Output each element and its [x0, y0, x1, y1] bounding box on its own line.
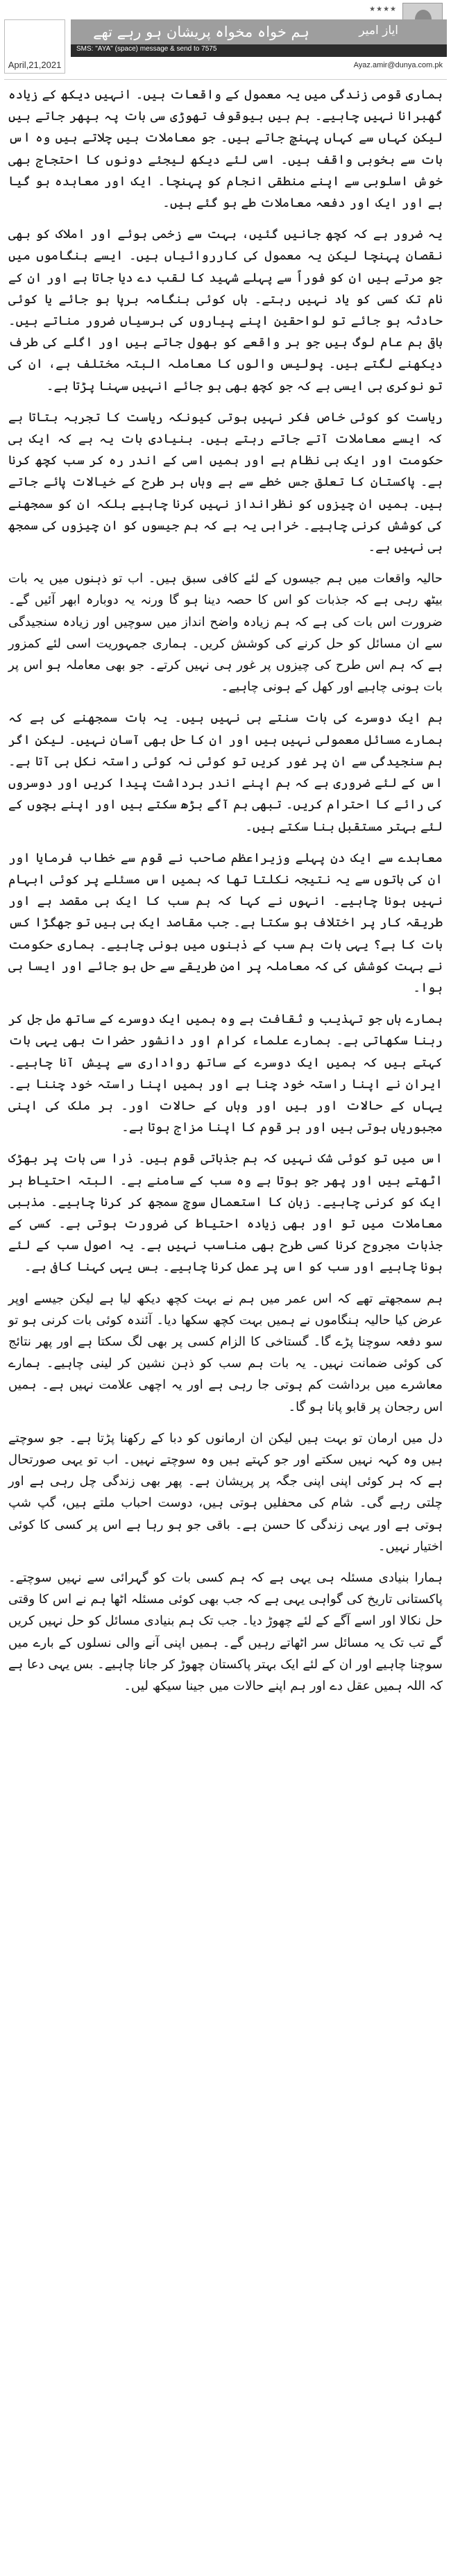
paragraph: ریاست کو کوئی خاص فکر نہیں ہوتی کیونکہ ریاست کا تجربہ بتاتا ہے کہ ایسے معاملات آتے جاتے رہتے ہیں۔ بنیادی بات یہ ہے کہ ایک ہی حکومت اور ایک ہی نظام ہے اور ہمیں اسی کے اندر رہ کر سب کچھ کرنا ہے۔ پاکستان کا تعلق جس خطے سے ہے وہاں ہر طرح کے خیالات پائے جاتے ہیں۔ ہمیں ان چیزوں کو نظرانداز نہیں کرنا چاہیے بلکہ ان کو سمجھنے کی کوشش کرنی چاہیے۔ خرابی یہ ہے کہ ہم جیسوں کو ان چیزوں کی سمجھ ہی نہیں ہے۔	[8, 409, 443, 555]
paragraph: معاہدے سے ایک دن پہلے وزیراعظم صاحب نے قوم سے خطاب فرمایا اور ان کی باتوں سے یہ نتیجہ نکلتا تھا کہ ہمیں اس مسئلے پر کوئی ابہام نہیں ہونا چاہیے۔ انہوں نے کہا کہ ہم سب کا ایک ہی مقصد ہے اور طریقہ کار پر اختلاف ہو سکتا ہے۔ جب مقاصد ایک ہی ہیں تو جھگڑا کس بات کا ہے؟ یہی بات ہم سب کے ذہنوں میں ہونی چاہیے۔ ہماری حکومت نے بہت کوشش کی کہ معاملہ پر امن طریقے سے حل ہو جائے اور ایسا ہی ہوا۔	[8, 850, 443, 995]
date-box	[4, 19, 65, 74]
paragraph: ہم سمجھتے تھے کہ اس عمر میں ہم نے بہت کچھ دیکھ لیا ہے لیکن جیسے اوپر عرض کیا حالیہ ہنگاموں نے ہمیں بہت کچھ سکھا دیا۔ آئندہ کوئی بات کرنی ہو تو سو دفعہ سوچنا پڑے گا۔ گستاخی کا الزام کسی پر بھی لگ سکتا ہے اور پھر نتائج کی کوئی ضمانت نہیں۔ یہ بات ہم سب کو ذہن نشین کر لینی چاہیے۔ ہمارے معاشرے میں برداشت کم ہوتی جا رہی ہے اور یہ اچھی علامت نہیں ہے۔ ہمیں اس رجحان پر قابو پانا ہو گا۔	[8, 1291, 443, 1414]
author-email[interactable]: Ayaz.amir@dunya.com.pk	[353, 61, 443, 69]
publish-date: April,21,2021	[8, 60, 62, 70]
paragraph: یہ ضرور ہے کہ کچھ جانیں گئیں، بہت سے زخمی ہوئے اور املاک کو بھی نقصان پہنچا لیکن یہ معمول کی کارروائیاں ہیں۔ ایسے ہنگاموں میں جو مرتے ہیں ان کو فوراً سے پہلے شہید کا لقب دے دیا جاتا ہے اور ان کے نام تک کسی کو یاد نہیں رہتے۔ ہاں کوئی ہنگامہ برپا ہو جائے یا کوئی حادثہ ہو جائے تو لواحقین اپنے پیاروں کی برسیاں ضرور مناتے ہیں۔ باقی ہم عام لوگ ہیں جو ہر واقعے کو بھول جاتے ہیں اور اگلے کی طرف دیکھنے لگتے ہیں۔ پولیس والوں کا معاملہ البتہ مختلف ہے، ان کی تو نوکری ہی ایسی ہے کہ جو کچھ بھی ہو جائے انہیں سہنا پڑتا ہے۔	[8, 227, 443, 393]
article-title: ہم خواہ مخواہ پریشان ہو رہے تھے	[93, 24, 309, 40]
paragraph: ہم ایک دوسرے کی بات سنتے ہی نہیں ہیں۔ یہ بات سمجھنے کی ہے کہ ہمارے مسائل معمولی نہیں ہیں اور ان کا حل بھی آسان نہیں۔ لیکن اگر ہم سنجیدگی سے ان پر غور کریں تو کوئی نہ کوئی راستہ نکل ہی آتا ہے۔ اس کے لئے ضروری ہے کہ ہم اپنے اندر برداشت پیدا کریں اور دوسروں کی رائے کا احترام کریں۔ تبھی ہم آگے بڑھ سکتے ہیں اور اپنے بچوں کے لئے بہتر مستقبل بنا سکتے ہیں۔	[8, 711, 443, 834]
paragraph: ہمارے ہاں جو تہذیب و ثقافت ہے وہ ہمیں ایک دوسرے کے ساتھ مل جل کر رہنا سکھاتی ہے۔ ہمارے علماء کرام اور دانشور حضرات بھی یہی بات کہتے ہیں کہ ہمیں ایک دوسرے کے ساتھ رواداری سے پیش آنا چاہیے۔ ایران نے اپنا راستہ خود چنا ہے اور ہمیں اپنا راستہ خود چننا ہے۔ یہاں کے حالات اور ہیں اور وہاں کے حالات اور۔ ہر ملک کی اپنی مجبوریاں ہوتی ہیں اور ہر قوم کا اپنا مزاج ہوتا ہے۔	[8, 1012, 443, 1135]
paragraph: اس میں تو کوئی شک نہیں کہ ہم جذباتی قوم ہیں۔ ذرا سی بات پر بھڑک اٹھتے ہیں اور پھر جو ہوتا ہے وہ سب کے سامنے ہے۔ البتہ احتیاط ہر ایک کو کرنی چاہیے۔ زبان کا استعمال سوچ سمجھ کر کرنا چاہیے۔ مذہبی معاملات میں تو اور بھی زیادہ احتیاط کی ضرورت ہوتی ہے۔ کسی کے جذبات مجروح کرنا کسی طرح بھی مناسب نہیں ہے۔ یہ اصول سب کے لئے ہونا چاہیے اور سب کو اس پر عمل کرنا چاہیے۔ بس یہی کہنا کافی ہے۔	[8, 1151, 443, 1275]
column-header	[4, 3, 447, 80]
paragraph: حالیہ واقعات میں ہم جیسوں کے لئے کافی سبق ہیں۔ اب تو ذہنوں میں یہ بات بیٹھ رہی ہے کہ جذبات کو اس کا حصہ دینا ہو گا ورنہ یہ دوبارہ ابھر آئیں گے۔ ضرورت اس بات کی ہے کہ ہم زیادہ واضح انداز میں سوچیں اور زیادہ سنجیدگی سے ان مسائل کو حل کرنے کی کوشش کریں۔ ہماری جمہوریت اسی لئے کمزور ہے کہ ہم اس طرح کی چیزوں پر غور ہی نہیں کرتے۔ جو بھی معاملہ ہو اس پر بات ہونی چاہیے اور کھل کے ہونی چاہیے۔	[8, 571, 443, 695]
paragraph: ہماری قومی زندگی میں یہ معمول کے واقعات ہیں۔ انہیں دیکھ کے زیادہ گھبرانا نہیں چاہیے۔ ہم ہیں بیوقوف تھوڑی سی بات پہ بپھر جاتے ہیں لیکن کہاں سے کہاں پہنچ جاتے ہیں۔ جو معاملات ہیں چلاتے ہیں وہ اس بات سے بخوبی واقف ہیں۔ اسی لئے دیکھ لیجئے دونوں کا احتجاج بھی خوش اسلوبی سے اپنے منطقی انجام کو پہنچا۔ ایک اور معاہدہ ہو گیا ہے اور ایک اور دفعہ معاملات طے ہو گئے ہیں۔	[8, 87, 443, 211]
article-body	[4, 80, 447, 1697]
paragraph: ہمارا بنیادی مسئلہ ہی یہی ہے کہ ہم کسی بات کو گہرائی سے نہیں سوچتے۔ پاکستانی تاریخ کی گواہی یہی ہے کہ جب بھی کوئی مسئلہ اٹھا ہم نے اس کا وقتی حل نکالا اور اسے آگے کے لئے چھوڑ دیا۔ جب تک ہم بنیادی مسائل کو حل نہیں کریں گے تب تک یہ مسائل سر اٹھاتے رہیں گے۔ ہمیں اپنی آنے والی نسلوں کے بارے میں سوچنا چاہیے اور ان کے لئے ایک بہتر پاکستان چھوڑ کر جانا چاہیے۔ بس یہی دعا ہے کہ اللہ ہمیں عقل دے اور ہم اپنے حالات میں جینا سیکھ لیں۔	[8, 1570, 443, 1694]
author-name: ایاز امیر	[359, 24, 398, 37]
byline	[326, 4, 398, 37]
rating-stars: ★★★★	[369, 6, 397, 13]
sms-info: SMS: "AYA" (space) message & send to 7575	[76, 45, 217, 53]
paragraph: دل میں ارمان تو بہت ہیں لیکن ان ارمانوں کو دبا کے رکھنا پڑتا ہے۔ جو سوچتے ہیں وہ کہہ نہیں سکتے اور جو کہتے ہیں وہ سوچتے نہیں۔ اب تو یہی صورتحال ہے کہ ہر کوئی اپنی اپنی جگہ پر پریشان ہے۔ پھر بھی زندگی چل رہی ہے اور چلتی رہے گی۔ شام کی محفلیں ہوتی ہیں، دوست احباب ملتے ہیں، گپ شپ ہوتی ہے اور یہی زندگی کا حسن ہے۔ باقی جو ہو رہا ہے اس پر کسی کا کوئی اختیار نہیں۔	[8, 1430, 443, 1554]
